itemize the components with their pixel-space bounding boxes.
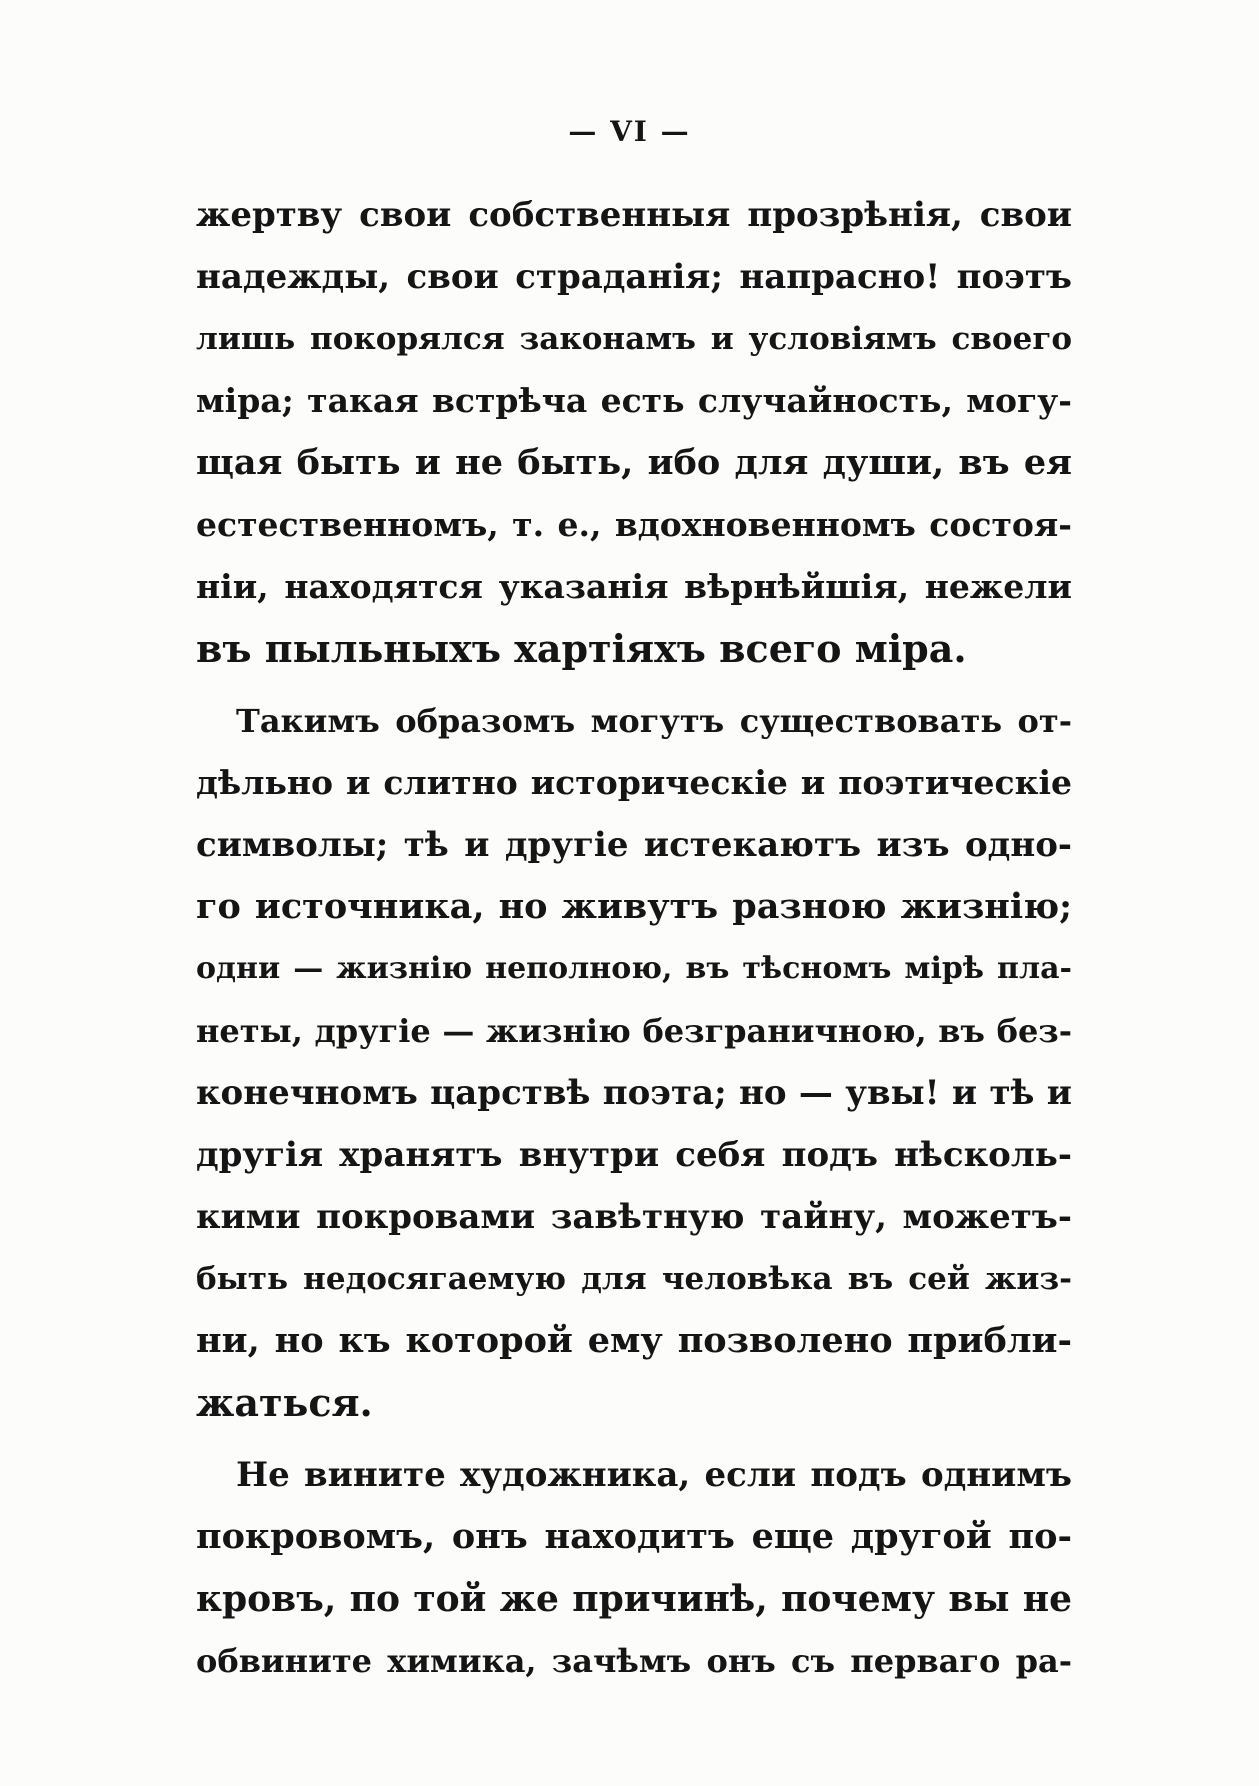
paragraph-2 xyxy=(196,690,1072,1434)
body-text xyxy=(196,184,1072,1702)
text-line: другія хранятъ внутри себя подъ нѣсколь- xyxy=(196,1135,1072,1175)
text-line: конечномъ царствѣ поэта; но — увы! и тѣ и xyxy=(196,1073,1072,1113)
text-line: міра; такая встрѣча есть случайность, могу- xyxy=(196,381,1072,420)
text-line: Такимъ образомъ могутъ существовать от- xyxy=(236,702,1072,740)
text-line: символы; тѣ и другіе истекаютъ изъ одно- xyxy=(196,825,1072,865)
text-line: кими покровами завѣтную тайну, можетъ- xyxy=(196,1197,1072,1237)
text-line: надежды, свои страданія; напрасно! поэтъ xyxy=(196,257,1072,297)
text-line: одни — жизнію неполною, въ тѣсномъ мірѣ пла- xyxy=(196,951,1072,986)
text-line: дѣльно и слитно историческіе и поэтическіе xyxy=(196,763,1072,802)
text-line: неты, другіе — жизнію безграничною, въ без- xyxy=(196,1012,1072,1050)
text-line: жаться. xyxy=(196,1380,373,1425)
text-line: покровомъ, онъ находитъ еще другой по- xyxy=(196,1516,1072,1557)
text-line: въ пыльныхъ хартіяхъ всего міра. xyxy=(196,626,967,671)
text-line: ни, но къ которой ему позволено прибли- xyxy=(196,1320,1072,1361)
text-line: жертву свои собственныя прозрѣнія, свои xyxy=(196,195,1072,235)
text-line: быть недосягаемую для человѣка въ сей жиз- xyxy=(196,1261,1072,1297)
paragraph-1 xyxy=(196,184,1072,680)
text-line: щая быть и не быть, ибо для души, въ ея xyxy=(196,442,1072,483)
page-number: — VI — xyxy=(568,115,691,148)
paragraph-3 xyxy=(196,1444,1072,1692)
text-line: ніи, находятся указанія вѣрнѣйшія, нежели xyxy=(196,567,1072,606)
text-line: обвините химика, зачѣмъ онъ съ перваго ра- xyxy=(196,1642,1072,1680)
text-line: го источника, но живутъ разною жизнію; xyxy=(196,886,1072,927)
text-line: естественномъ, т. е., вдохновенномъ состоя- xyxy=(196,505,1072,544)
text-line: лишь покорялся законамъ и условіямъ своего xyxy=(196,321,1072,357)
text-line: кровъ, по той же причинѣ, почему вы не xyxy=(196,1578,1072,1620)
text-line: Не вините художника, если подъ однимъ xyxy=(236,1455,1072,1495)
